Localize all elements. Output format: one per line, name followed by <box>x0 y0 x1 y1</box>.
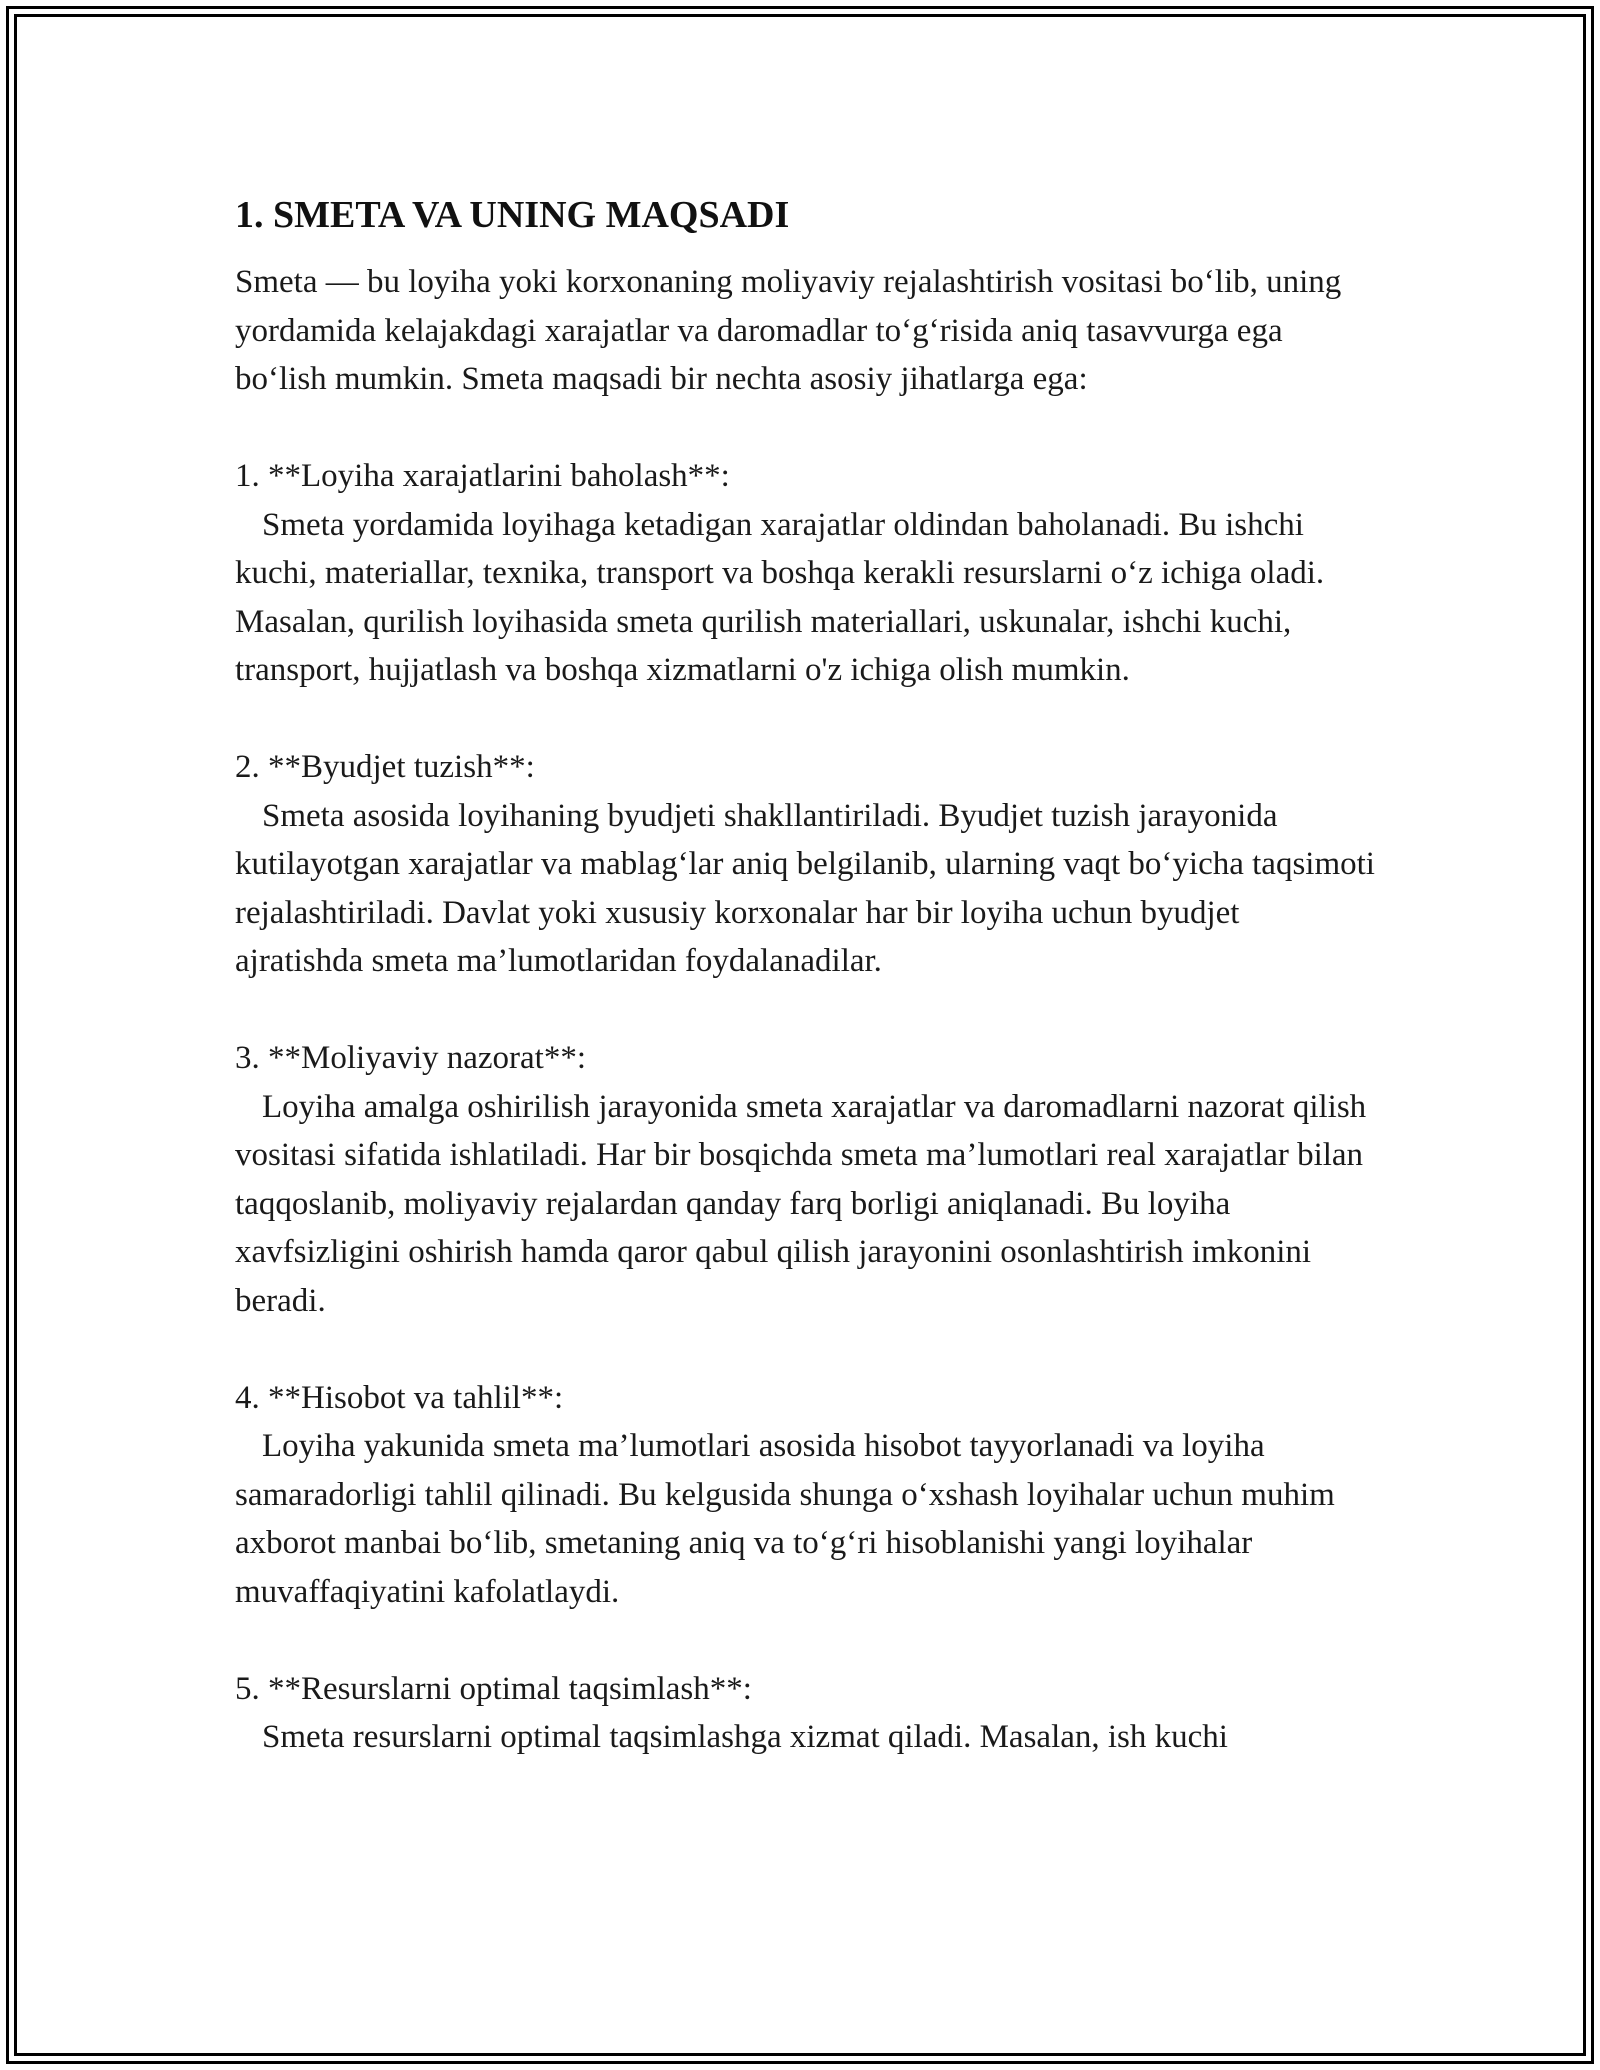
item-3-heading: 3. **Moliyaviy nazorat**: <box>235 1040 587 1076</box>
item-1-heading: 1. **Loyiha xarajatlarini baholash**: <box>235 458 730 494</box>
paragraph-gap <box>235 1325 1375 1374</box>
item-5-body: Smeta resurslarni optimal taqsimlashga xizmat qiladi. Masalan, ish kuchi <box>262 1719 1228 1755</box>
item-4-heading: 4. **Hisobot va tahlil**: <box>235 1379 564 1416</box>
item-1-body: Smeta yordamida loyihaga ketadigan xarajatlar oldindan baholanadi. Bu ishchi kuchi, materiallar, texnika, transport va boshqa kerakli resurslarni o‘z ichiga oladi. Masalan, qurilish loyihasida smeta qurilish materiallari, uskunalar, ishchi kuchi, transport, hujjatlash va boshqa xizmatlarni o'z ichiga olish mumkin. <box>235 506 1325 688</box>
paragraph-gap <box>235 1616 1375 1665</box>
item-4-body: Loyiha yakunida smeta ma’lumotlari asosida hisobot tayyorlanadi va loyiha samaradorligi tahlil qilinadi. Bu kelgusida shunga o‘xshash loyihalar uchun muhim axborot manbai bo‘lib, smetaning aniq va to‘g‘ri hisoblanishi yangi loyihalar muvaffaqiyatini kafolatlaydi. <box>235 1428 1335 1610</box>
intro-paragraph: Smeta — bu loyiha yoki korxonaning moliyaviy rejalashtirish vositasi bo‘lib, uning yordamida kelajakdagi xarajatlar va daromadlar to‘g‘risida aniq tasavvurga ega bo‘lish mumkin. Smeta maqsadi bir nechta asosiy jihatlarga ega: <box>235 264 1342 397</box>
item-3-body: Loyiha amalga oshirilish jarayonida smeta xarajatlar va daromadlarni nazorat qilish vositasi sifatida ishlatiladi. Har bir bosqichda smeta ma’lumotlari real xarajatlar bilan taqqoslanib, moliyaviy rejalardan qanday farq borligi aniqlanadi. Bu loyiha xavfsizligini oshirish hamda qaror qabul qilish jarayonini osonlashtirish imkonini beradi. <box>235 1088 1367 1319</box>
item-5-heading: 5. **Resurslarni optimal taqsimlash**: <box>235 1670 752 1707</box>
paragraph-gap <box>235 986 1375 1035</box>
document-body <box>235 186 1375 1762</box>
paragraph-gap <box>235 404 1375 453</box>
section-title: 1. SMETA VA UNING MAQSADI <box>235 194 790 236</box>
item-2-heading: 2. **Byudjet tuzish**: <box>235 749 535 785</box>
item-2-body: Smeta asosida loyihaning byudjeti shakllantiriladi. Byudjet tuzish jarayonida kutilayotgan xarajatlar va mablag‘lar aniq belgilanib, ularning vaqt bo‘yicha taqsimoti rejalashtiriladi. Davlat yoki xususiy korxonalar har bir loyiha uchun byudjet ajratishda smeta ma’lumotlaridan foydalanadilar. <box>235 797 1375 979</box>
paragraph-gap <box>235 695 1375 744</box>
